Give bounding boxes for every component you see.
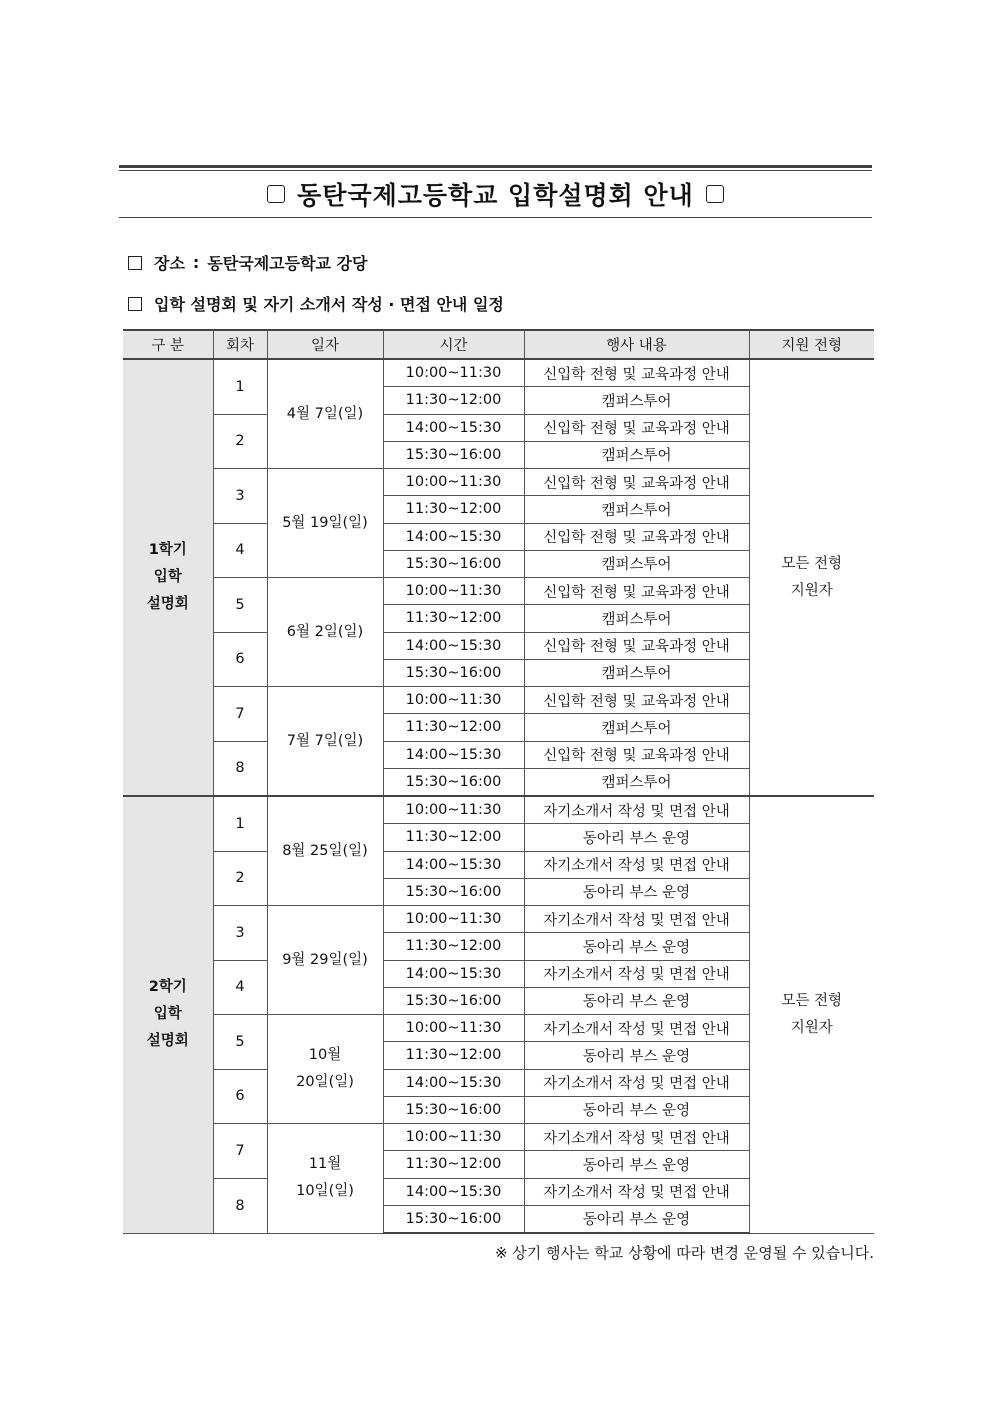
event-content: 캠퍼스투어 (524, 714, 749, 741)
event-content: 신입학 전형 및 교육과정 안내 (524, 632, 749, 659)
event-content: 캠퍼스투어 (524, 387, 749, 414)
semester-label-line: 입학 (153, 1006, 182, 1023)
table-header-row (123, 330, 874, 359)
event-content: 캠퍼스투어 (524, 659, 749, 686)
round-number: 5 (213, 578, 267, 633)
table-row (123, 796, 874, 824)
schedule-table (123, 329, 874, 1234)
event-content: 신입학 전형 및 교육과정 안내 (524, 414, 749, 441)
time-slot: 10:00~11:30 (383, 469, 524, 496)
time-slot: 11:30~12:00 (383, 387, 524, 414)
square-bullet-icon (128, 297, 142, 311)
time-slot: 14:00~15:30 (383, 741, 524, 768)
header-round: 회차 (213, 330, 267, 359)
semester-label-line: 입학 (153, 569, 182, 585)
round-number: 6 (213, 632, 267, 687)
time-slot: 10:00~11:30 (383, 1015, 524, 1042)
event-content: 동아리 부스 운영 (524, 987, 749, 1014)
time-slot: 15:30~16:00 (383, 659, 524, 686)
semester-label-line: 설명회 (146, 596, 189, 612)
event-content: 캠퍼스투어 (524, 768, 749, 796)
event-content: 동아리 부스 운영 (524, 933, 749, 960)
round-number: 7 (213, 687, 267, 742)
semester-label-line: 설명회 (146, 1033, 189, 1050)
event-content: 캠퍼스투어 (524, 496, 749, 523)
event-date-line: 20일(일) (296, 1074, 354, 1090)
page-title-text: 동탄국제고등학교 입학설명회 안내 (297, 181, 694, 210)
event-date (267, 1015, 383, 1124)
round-number: 5 (213, 1015, 267, 1070)
header-applicants: 지원 전형 (749, 330, 874, 359)
location-label: 장소 (154, 254, 185, 273)
event-content: 캠퍼스투어 (524, 605, 749, 632)
round-number: 1 (213, 359, 267, 414)
time-slot: 15:30~16:00 (383, 768, 524, 796)
applicant-type-line: 모든 전형 (781, 992, 843, 1009)
semester-label-line: 2학기 (148, 979, 187, 996)
event-date (267, 906, 383, 1015)
applicant-type-line: 지원자 (790, 1019, 833, 1036)
event-content: 신입학 전형 및 교육과정 안내 (524, 469, 749, 496)
time-slot: 11:30~12:00 (383, 1151, 524, 1178)
time-slot: 14:00~15:30 (383, 414, 524, 441)
event-content: 신입학 전형 및 교육과정 안내 (524, 578, 749, 605)
time-slot: 14:00~15:30 (383, 851, 524, 878)
event-content: 신입학 전형 및 교육과정 안내 (524, 359, 749, 387)
event-date-line: 4월 7일(일) (286, 405, 364, 422)
event-content: 자기소개서 작성 및 면접 안내 (524, 796, 749, 824)
event-content: 자기소개서 작성 및 면접 안내 (524, 960, 749, 987)
time-slot: 11:30~12:00 (383, 824, 524, 851)
time-slot: 11:30~12:00 (383, 714, 524, 741)
round-number: 2 (213, 414, 267, 469)
time-slot: 15:30~16:00 (383, 550, 524, 577)
time-slot: 15:30~16:00 (383, 1205, 524, 1233)
event-date-line: 6월 2일(일) (286, 623, 364, 640)
title-block (119, 165, 872, 218)
location-value: 동탄국제고등학교 강당 (207, 254, 368, 273)
event-date-line: 9월 29일(일) (282, 951, 368, 968)
event-date-line: 8월 25일(일) (282, 842, 368, 859)
time-slot: 14:00~15:30 (383, 523, 524, 550)
event-content: 신입학 전형 및 교육과정 안내 (524, 523, 749, 550)
event-content: 동아리 부스 운영 (524, 878, 749, 905)
event-date (267, 687, 383, 797)
footnote: ※ 상기 행사는 학교 상황에 따라 변경 운영될 수 있습니다. (494, 1244, 874, 1262)
time-slot: 15:30~16:00 (383, 1096, 524, 1123)
time-slot: 10:00~11:30 (383, 1124, 524, 1151)
time-slot: 14:00~15:30 (383, 960, 524, 987)
time-slot: 15:30~16:00 (383, 987, 524, 1014)
time-slot: 14:00~15:30 (383, 1178, 524, 1205)
event-content: 자기소개서 작성 및 면접 안내 (524, 1178, 749, 1205)
semester-label (123, 359, 213, 796)
event-content: 동아리 부스 운영 (524, 1096, 749, 1123)
time-slot: 15:30~16:00 (383, 441, 524, 468)
hollow-square-icon (706, 185, 724, 203)
applicant-type-line: 모든 전형 (781, 555, 843, 572)
time-slot: 11:30~12:00 (383, 1042, 524, 1069)
time-slot: 10:00~11:30 (383, 687, 524, 714)
time-slot: 15:30~16:00 (383, 878, 524, 905)
time-slot: 14:00~15:30 (383, 1069, 524, 1096)
page-title (119, 171, 872, 217)
round-number: 1 (213, 796, 267, 851)
event-content: 자기소개서 작성 및 면접 안내 (524, 851, 749, 878)
location-line (128, 251, 367, 274)
table-row (123, 359, 874, 387)
event-content: 신입학 전형 및 교육과정 안내 (524, 741, 749, 768)
round-number: 4 (213, 523, 267, 578)
header-time: 시간 (383, 330, 524, 359)
hollow-square-icon (267, 185, 285, 203)
event-content: 자기소개서 작성 및 면접 안내 (524, 1015, 749, 1042)
event-content: 자기소개서 작성 및 면접 안내 (524, 906, 749, 933)
event-content: 동아리 부스 운영 (524, 1042, 749, 1069)
event-date-line: 7월 7일(일) (286, 732, 364, 749)
round-number: 8 (213, 1178, 267, 1233)
event-date (267, 578, 383, 687)
applicant-type-line: 지원자 (790, 582, 833, 599)
header-date: 일자 (267, 330, 383, 359)
event-date-line: 11월 (308, 1156, 342, 1173)
round-number: 6 (213, 1069, 267, 1124)
event-content: 캠퍼스투어 (524, 550, 749, 577)
event-content: 동아리 부스 운영 (524, 824, 749, 851)
event-content: 자기소개서 작성 및 면접 안내 (524, 1124, 749, 1151)
time-slot: 11:30~12:00 (383, 933, 524, 960)
event-content: 동아리 부스 운영 (524, 1151, 749, 1178)
schedule-body (123, 359, 874, 1233)
round-number: 8 (213, 741, 267, 796)
event-content: 자기소개서 작성 및 면접 안내 (524, 1069, 749, 1096)
location-separator: : (192, 253, 200, 272)
semester-label-line: 1학기 (148, 542, 187, 558)
event-date-line: 5월 19일(일) (282, 514, 368, 531)
event-content: 캠퍼스투어 (524, 441, 749, 468)
time-slot: 10:00~11:30 (383, 906, 524, 933)
applicant-type (749, 359, 874, 796)
time-slot: 10:00~11:30 (383, 578, 524, 605)
time-slot: 10:00~11:30 (383, 796, 524, 824)
event-date (267, 469, 383, 578)
square-bullet-icon (128, 256, 142, 270)
schedule-heading (128, 292, 504, 315)
event-date (267, 1124, 383, 1234)
round-number: 2 (213, 851, 267, 906)
time-slot: 14:00~15:30 (383, 632, 524, 659)
time-slot: 11:30~12:00 (383, 605, 524, 632)
header-category: 구 분 (123, 330, 213, 359)
header-event: 행사 내용 (524, 330, 749, 359)
schedule-heading-text: 입학 설명회 및 자기 소개서 작성 · 면접 안내 일정 (154, 295, 504, 314)
event-date (267, 796, 383, 906)
title-bottom-rule (119, 217, 872, 218)
event-date (267, 359, 383, 469)
event-date-line: 10월 (308, 1047, 342, 1063)
applicant-type (749, 796, 874, 1233)
round-number: 3 (213, 906, 267, 961)
semester-label (123, 796, 213, 1233)
round-number: 3 (213, 469, 267, 524)
event-date-line: 10일(일) (296, 1183, 354, 1200)
round-number: 4 (213, 960, 267, 1015)
round-number: 7 (213, 1124, 267, 1179)
event-content: 동아리 부스 운영 (524, 1205, 749, 1233)
time-slot: 11:30~12:00 (383, 496, 524, 523)
time-slot: 10:00~11:30 (383, 359, 524, 387)
event-content: 신입학 전형 및 교육과정 안내 (524, 687, 749, 714)
